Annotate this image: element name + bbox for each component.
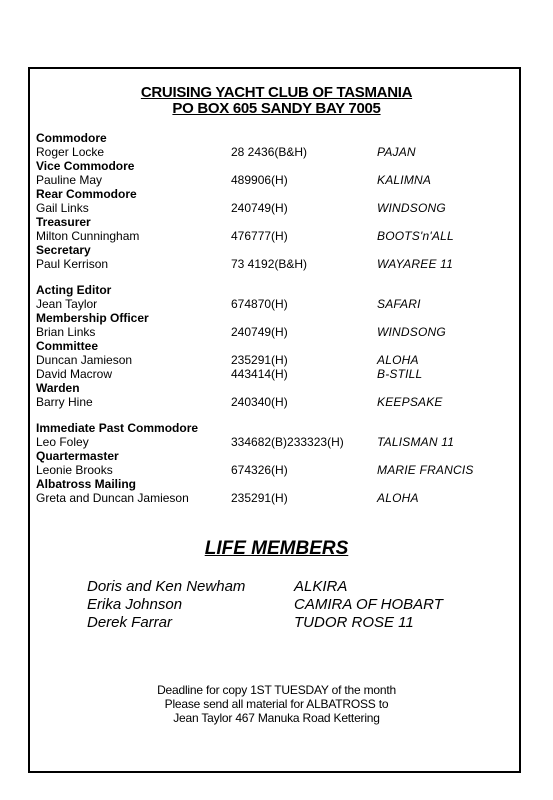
officer-row: [36, 173, 476, 187]
officer-name: Brian Links: [36, 325, 96, 339]
role-heading: Immediate Past Commodore: [36, 421, 199, 435]
officer-boat: ALOHA: [377, 353, 419, 367]
officer-phone: 674870(H): [231, 297, 288, 311]
officer-name: Jean Taylor: [36, 297, 98, 311]
life-member-name: Doris and Ken Newham: [87, 578, 246, 595]
role-heading: Quartermaster: [36, 449, 119, 463]
role-heading: Committee: [36, 339, 99, 353]
officer-phone: 240340(H): [231, 395, 288, 409]
officer-name: Gail Links: [36, 201, 89, 215]
role-heading: Acting Editor: [36, 283, 112, 297]
club-address: PO BOX 605 SANDY BAY 7005: [172, 100, 381, 117]
officer-boat: BOOTS'n'ALL: [377, 229, 454, 243]
officer-row: [36, 297, 476, 311]
life-member-name: Erika Johnson: [87, 596, 183, 613]
life-member-name: Derek Farrar: [87, 614, 173, 631]
officer-phone: 240749(H): [231, 325, 288, 339]
officer-row: [36, 395, 476, 409]
officer-row: [36, 463, 476, 477]
officer-name: Barry Hine: [36, 395, 93, 409]
role-heading: Vice Commodore: [36, 159, 135, 173]
officer-boat: WINDSONG: [377, 325, 446, 339]
officer-name: Roger Locke: [36, 145, 105, 159]
life-member-boat: CAMIRA OF HOBART: [294, 596, 443, 613]
officer-boat: WINDSONG: [377, 201, 446, 215]
officer-boat: TALISMAN 11: [377, 435, 455, 449]
officer-name: Leonie Brooks: [36, 463, 113, 477]
life-member-boat: TUDOR ROSE 11: [294, 614, 414, 631]
officer-row: [36, 257, 476, 271]
officer-phone: 235291(H): [231, 491, 288, 505]
life-member-boat: ALKIRA: [294, 578, 348, 595]
officer-phone: 476777(H): [231, 229, 288, 243]
club-title: CRUISING YACHT CLUB OF TASMANIA: [140, 84, 413, 101]
officer-name: Duncan Jamieson: [36, 353, 133, 367]
officer-name: Paul Kerrison: [36, 257, 109, 271]
officer-name: Milton Cunningham: [36, 229, 140, 243]
officer-boat: PAJAN: [377, 145, 416, 159]
officer-boat: KALIMNA: [377, 173, 432, 187]
role-heading: Rear Commodore: [36, 187, 137, 201]
officer-phone: 334682(B)233323(H): [231, 435, 344, 449]
role-heading: Treasurer: [36, 215, 91, 229]
officer-boat: B-STILL: [377, 367, 423, 381]
officer-phone: 240749(H): [231, 201, 288, 215]
officer-phone: 73 4192(B&H): [231, 257, 308, 271]
officer-name: David Macrow: [36, 367, 113, 381]
officer-name: Greta and Duncan Jamieson: [36, 491, 189, 505]
officer-row: [36, 325, 476, 339]
officer-row: [36, 491, 476, 505]
officer-row: [36, 353, 476, 367]
footer-address: Jean Taylor 467 Manuka Road Kettering: [173, 711, 380, 725]
officer-row: [36, 367, 476, 381]
officer-row: [36, 145, 476, 159]
officer-name: Pauline May: [36, 173, 103, 187]
role-heading: Commodore: [36, 131, 107, 145]
officer-boat: MARIE FRANCIS: [377, 463, 474, 477]
officer-phone: 674326(H): [231, 463, 288, 477]
role-heading: Membership Officer: [36, 311, 149, 325]
officer-row: [36, 435, 476, 449]
life-members-title: LIFE MEMBERS: [204, 538, 349, 559]
officer-boat: SAFARI: [377, 297, 421, 311]
footer-instruction: Please send all material for ALBATROSS to: [164, 697, 389, 711]
officer-boat: WAYAREE 11: [377, 257, 454, 271]
officer-phone: 235291(H): [231, 353, 288, 367]
officer-phone: 28 2436(B&H): [231, 145, 308, 159]
role-heading: Albatross Mailing: [36, 477, 137, 491]
officer-phone: 489906(H): [231, 173, 288, 187]
footer-deadline: Deadline for copy 1ST TUESDAY of the month: [157, 683, 396, 697]
officer-name: Leo Foley: [36, 435, 89, 449]
officer-row: [36, 229, 476, 243]
officer-row: [36, 201, 476, 215]
role-heading: Warden: [36, 381, 80, 395]
officer-boat: KEEPSAKE: [377, 395, 443, 409]
officer-boat: ALOHA: [377, 491, 419, 505]
officer-phone: 443414(H): [231, 367, 288, 381]
role-heading: Secretary: [36, 243, 91, 257]
